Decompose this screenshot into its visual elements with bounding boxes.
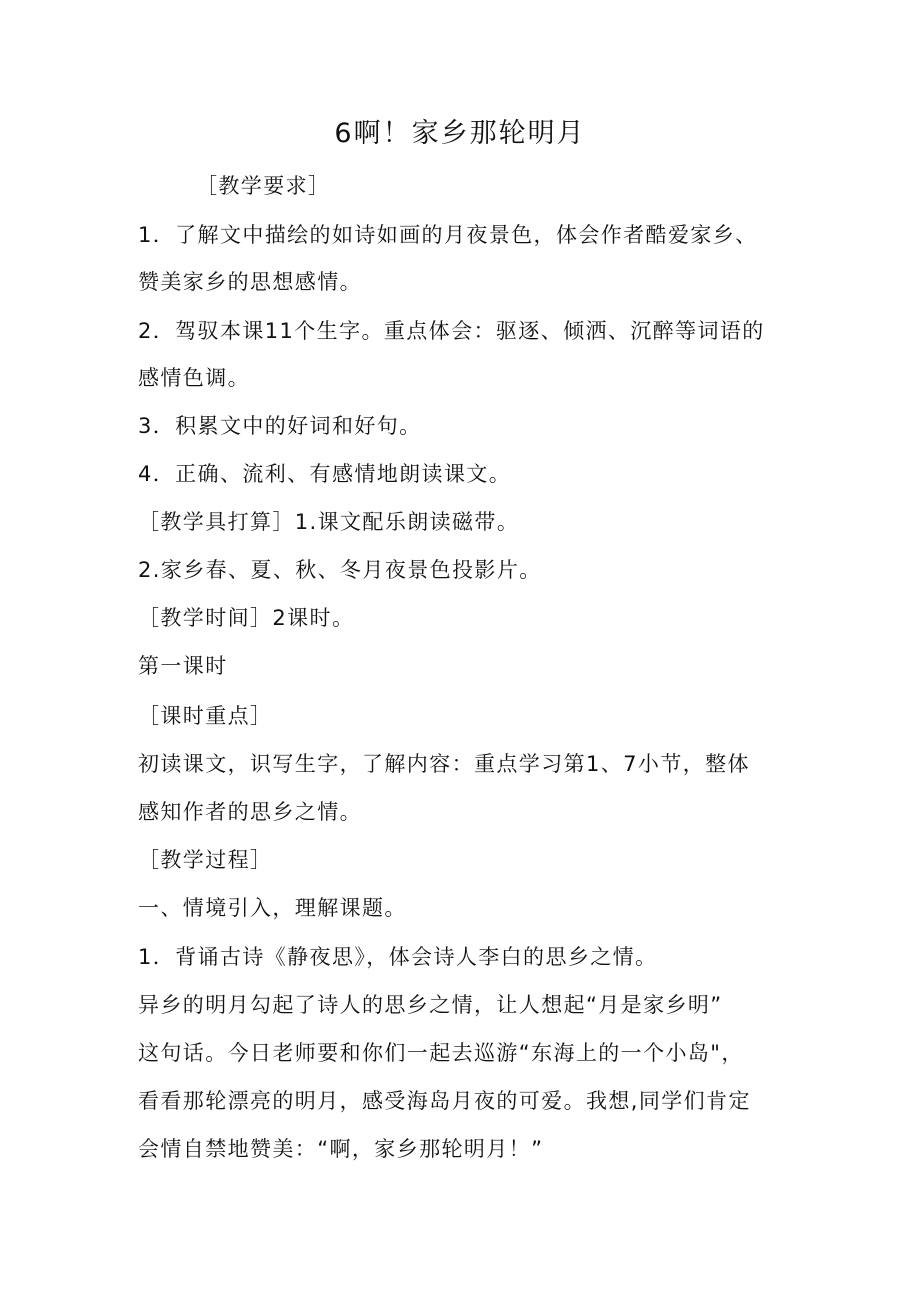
lesson-focus-line-1: 初读课文，识写生字，了解内容：重点学习第1、7小节，整体 <box>138 752 750 776</box>
teaching-aid-2: 2.家乡春、夏、秋、冬月夜景色投影片。 <box>138 558 542 582</box>
requirement-2-line-2: 感情色调。 <box>138 366 250 390</box>
lesson-focus-line-2: 感知作者的思乡之情。 <box>138 800 362 824</box>
document-title: 6啊！家乡那轮明月 <box>334 118 586 149</box>
requirement-4: 4．正确、流利、有感情地朗读课文。 <box>138 462 512 486</box>
requirement-3: 3．积累文中的好词和好句。 <box>138 414 422 438</box>
paragraph-line-1: 异乡的明月勾起了诗人的思乡之情，让人想起“月是家乡明” <box>138 993 723 1017</box>
section-heading-teaching-time: ［教学时间］2课时。 <box>138 606 355 630</box>
paragraph-line-2: 这句话。今日老师要和你们一起去巡游“东海上的一个小岛"， <box>138 1041 744 1065</box>
section-heading-teaching-aids: ［教学具打算］1.课文配乐朗读磁带。 <box>138 510 520 534</box>
paragraph-line-4: 会情自禁地赞美：“啊，家乡那轮明月！” <box>138 1137 544 1161</box>
requirement-2-line-1: 2．驾驭本课11个生字。重点体会：驱逐、倾洒、沉醉等词语的 <box>138 319 765 343</box>
paragraph-line-3: 看看那轮漂亮的明月，感受海岛月夜的可爱。我想,同学们肯定 <box>138 1089 751 1113</box>
first-lesson-heading: 第一课时 <box>138 654 228 678</box>
section-heading-teaching-requirements: ［教学要求］ <box>196 174 331 198</box>
requirement-1-line-2: 赞美家乡的思想感情。 <box>138 270 362 294</box>
process-item-1: 1．背诵古诗《静夜思》，体会诗人李白的思乡之情。 <box>138 945 658 969</box>
requirement-1-line-1: 1．了解文中描绘的如诗如画的月夜景色，体会作者酷爱家乡、 <box>138 223 758 247</box>
section-heading-teaching-process: ［教学过程］ <box>138 848 273 872</box>
section-heading-lesson-focus: ［课时重点］ <box>138 704 273 728</box>
process-step-1-heading: 一、情境引入，理解课题。 <box>138 896 407 920</box>
